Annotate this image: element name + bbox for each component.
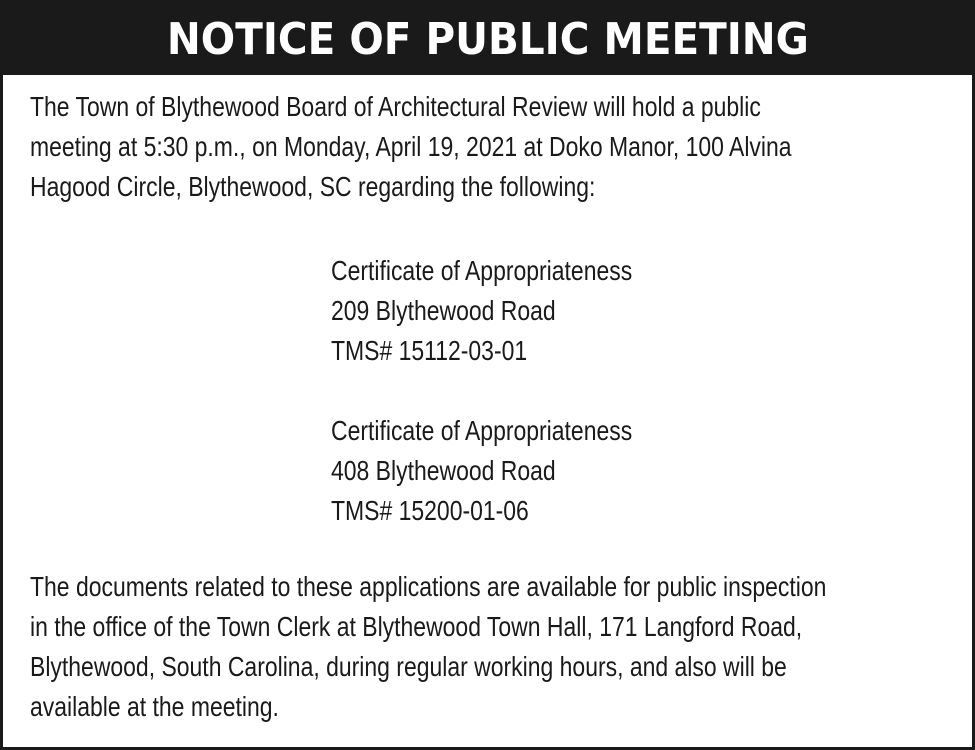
closing-line: The documents related to these applications are available for public inspection	[30, 571, 827, 602]
intro-paragraph	[30, 87, 792, 207]
intro-line: meeting at 5:30 p.m., on Monday, April 19, 2021 at Doko Manor, 100 Alvina	[30, 131, 792, 162]
item-address: 209 Blythewood Road	[331, 295, 556, 326]
item-tms: TMS# 15200-01-06	[331, 495, 529, 526]
header-bar	[3, 3, 972, 75]
closing-line: Blythewood, South Carolina, during regular working hours, and also will be	[30, 651, 787, 682]
agenda-item-2	[331, 411, 632, 531]
item-address: 408 Blythewood Road	[331, 455, 556, 486]
closing-paragraph	[30, 567, 826, 727]
item-type: Certificate of Appropriateness	[331, 255, 633, 286]
notice-title: NOTICE OF PUBLIC MEETING	[166, 13, 809, 65]
item-type: Certificate of Appropriateness	[331, 415, 633, 446]
closing-line: available at the meeting.	[30, 691, 279, 722]
intro-line: The Town of Blythewood Board of Architectural Review will hold a public	[30, 91, 761, 122]
intro-line: Hagood Circle, Blythewood, SC regarding the following:	[30, 171, 596, 202]
item-tms: TMS# 15112-03-01	[331, 335, 528, 366]
agenda-item-1	[331, 251, 632, 371]
closing-line: in the office of the Town Clerk at Blythewood Town Hall, 171 Langford Road,	[30, 611, 803, 642]
